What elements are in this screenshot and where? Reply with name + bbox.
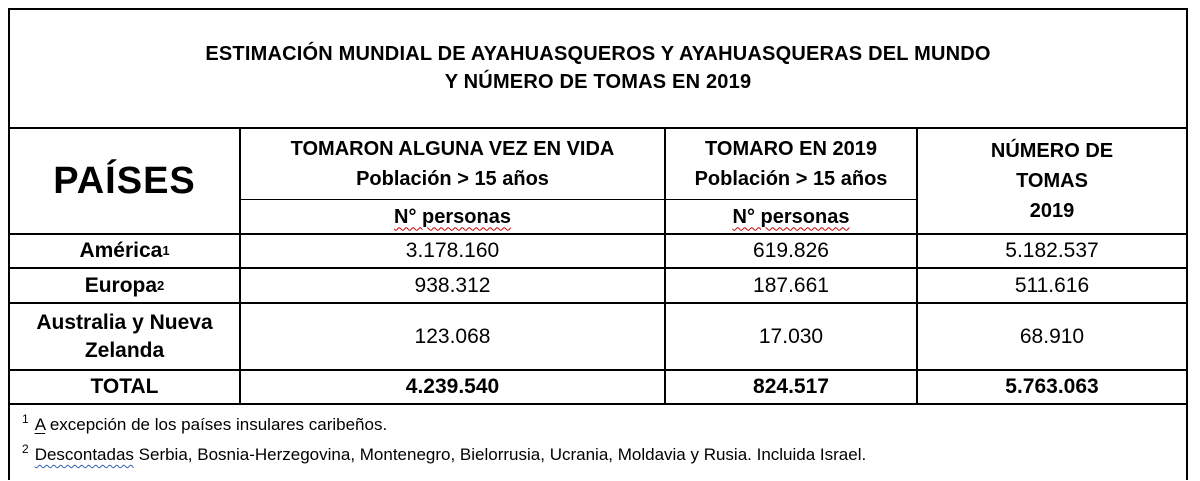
table-cell: 511.616	[1014, 273, 1090, 297]
header-col-2-sub	[666, 200, 916, 233]
footnote-text: Serbia, Bosnia-Herzegovina, Montenegro, Bielorrusia, Ucrania, Moldavia y Rusia. Incluida Israel.	[133, 445, 867, 464]
row-label-america: América 1	[10, 235, 239, 267]
estimation-table	[8, 8, 1188, 480]
total-cell: 5.763.063	[1005, 375, 1099, 398]
header-col-1-line-2: Población > 15 años	[356, 168, 549, 190]
header-col-1-sub-text: N° personas	[394, 205, 511, 228]
table-cell: 123.068	[414, 324, 491, 348]
header-col-2	[666, 129, 916, 199]
header-col-2-line-2: Población > 15 años	[694, 168, 888, 190]
divider	[8, 403, 1188, 405]
table-cell: 938.312	[414, 273, 491, 297]
table-cell: 68.910	[1019, 324, 1085, 348]
table-cell: 187.661	[753, 273, 829, 297]
header-col-2-line-1: TOMARO EN 2019	[705, 138, 877, 160]
header-col-1	[241, 129, 664, 199]
row-label-australia	[10, 304, 239, 369]
footnote-text: excepción de los países insulares caribeños.	[45, 415, 388, 434]
row-label-text: América	[79, 239, 163, 262]
header-countries: PAÍSES	[53, 159, 196, 202]
title-line-2: Y NÚMERO DE TOMAS EN 2019	[444, 71, 752, 93]
footnote-1	[22, 412, 388, 435]
header-col-1-sub	[241, 200, 664, 233]
footnote-underlined-word: Descontadas	[34, 445, 134, 464]
footnote-mark: 1	[22, 412, 29, 427]
header-col-2-sub-text: N° personas	[732, 205, 850, 228]
table-cell: 17.030	[758, 324, 824, 348]
row-label-text: Europa	[84, 273, 158, 297]
total-cell: 824.517	[753, 375, 829, 398]
header-col-3-line-1: NÚMERO DE	[990, 140, 1114, 162]
row-label-line-2: Zelanda	[84, 338, 165, 362]
row-label-europa: Europa 2	[10, 269, 239, 302]
table-cell: 5.182.537	[1005, 239, 1099, 262]
table-title	[8, 8, 1188, 128]
total-cell: 4.239.540	[405, 375, 500, 398]
footnote-underlined-word: A	[34, 415, 46, 434]
header-col-1-line-1: TOMARON ALGUNA VEZ EN VIDA	[290, 138, 615, 160]
title-line-1: ESTIMACIÓN MUNDIAL DE AYAHUASQUEROS Y AYAHUASQUERAS DEL MUNDO	[205, 43, 991, 65]
total-label: TOTAL	[90, 375, 159, 398]
footnote-2	[22, 442, 867, 465]
table-cell: 3.178.160	[405, 239, 500, 262]
header-col-3	[918, 129, 1186, 233]
header-col-3-line-3: 2019	[1029, 200, 1075, 222]
table-cell: 619.826	[753, 239, 829, 262]
footnote-mark: 2	[22, 442, 29, 457]
row-label-line-1: Australia y Nueva	[36, 310, 213, 334]
header-col-3-line-2: TOMAS	[1016, 170, 1088, 192]
